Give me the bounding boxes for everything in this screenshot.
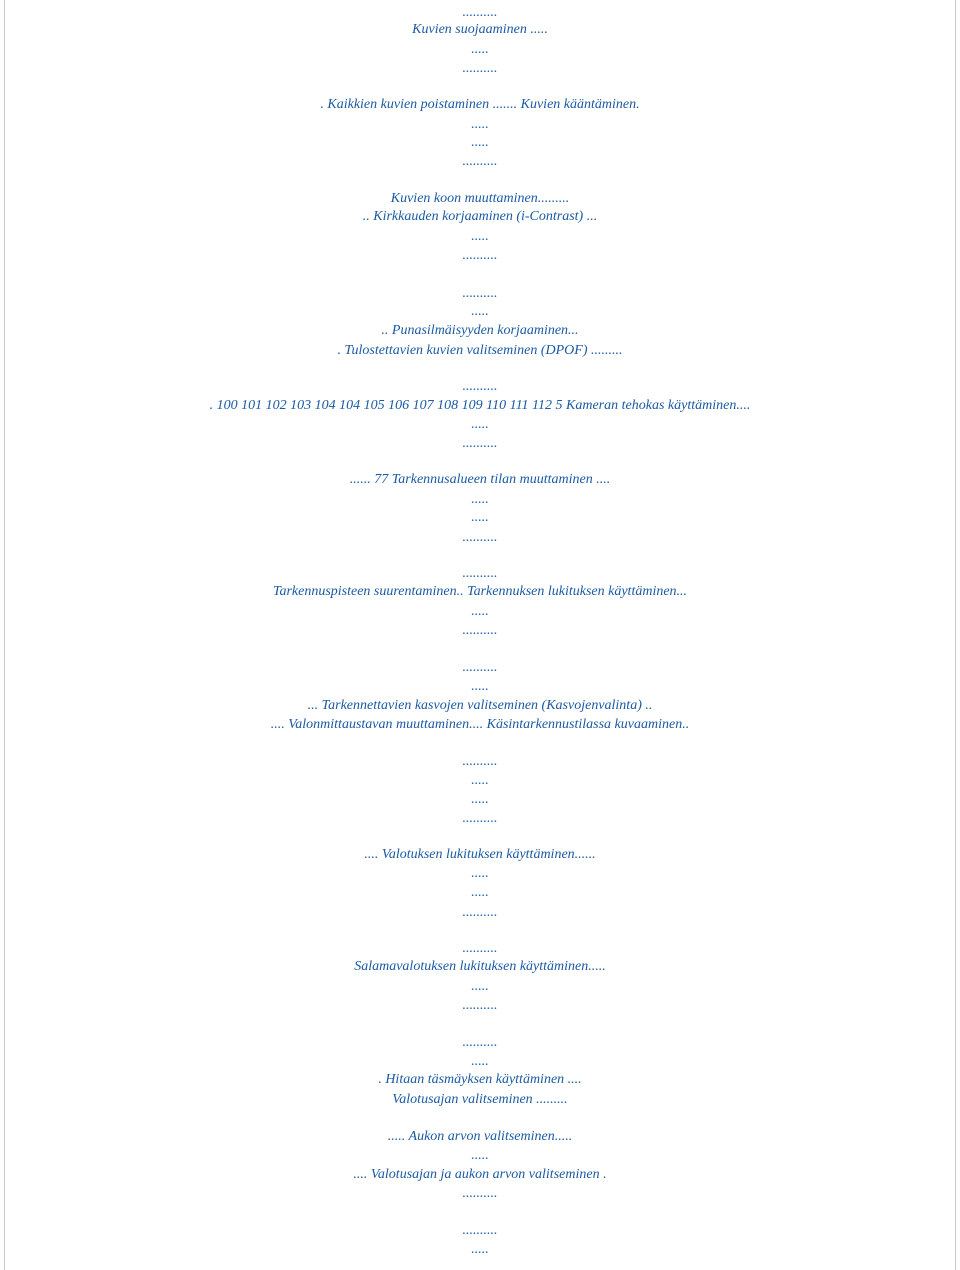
toc-line[interactable]: .......... bbox=[462, 754, 498, 769]
toc-line[interactable]: .... Valotusajan ja aukon arvon valitseminen . bbox=[353, 1167, 607, 1182]
toc-line[interactable]: Salamavalotuksen lukituksen käyttäminen..... bbox=[354, 959, 606, 974]
toc-line[interactable]: .......... bbox=[462, 1186, 498, 1201]
toc-line[interactable]: .......... bbox=[462, 248, 498, 263]
toc-line[interactable]: Tarkennuspisteen suurentaminen.. Tarkennuksen lukituksen käyttäminen... bbox=[272, 584, 688, 599]
toc-line[interactable]: .......... bbox=[462, 998, 498, 1013]
toc-line[interactable]: .......... bbox=[462, 941, 498, 956]
toc-line[interactable]: .......... bbox=[462, 566, 498, 581]
toc-line[interactable]: .......... bbox=[462, 379, 498, 394]
toc-line[interactable]: ..... bbox=[471, 417, 489, 432]
toc-line[interactable]: . 100 101 102 103 104 104 105 106 107 108 109 110 111 112 5 Kameran tehokas käyttäminen.... bbox=[209, 398, 751, 413]
toc-line[interactable]: ..... bbox=[471, 510, 489, 525]
toc-line[interactable]: ..... bbox=[471, 979, 489, 994]
toc-line[interactable]: .......... bbox=[462, 623, 498, 638]
toc-line[interactable]: . Hitaan täsmäyksen käyttäminen .... bbox=[378, 1072, 582, 1087]
toc-line[interactable]: .......... bbox=[462, 286, 498, 301]
toc-line[interactable]: . Kaikkien kuvien poistaminen ....... Kuvien kääntäminen. bbox=[320, 97, 640, 112]
toc-line[interactable]: .... Valonmittaustavan muuttaminen.... Käsintarkennustilassa kuvaaminen.. bbox=[270, 717, 690, 732]
toc-line[interactable]: ..... bbox=[471, 866, 489, 881]
toc-line[interactable]: ..... bbox=[471, 792, 489, 807]
toc-line[interactable]: ..... bbox=[471, 679, 489, 694]
toc-line[interactable]: ..... bbox=[471, 229, 489, 244]
toc-line[interactable]: .......... bbox=[462, 811, 498, 826]
toc-line[interactable]: .......... bbox=[462, 436, 498, 451]
toc-line[interactable]: .......... bbox=[462, 1035, 498, 1050]
toc-line[interactable]: ..... bbox=[471, 492, 489, 507]
toc-line[interactable]: ..... bbox=[471, 773, 489, 788]
toc-line[interactable]: ..... bbox=[471, 304, 489, 319]
toc-line[interactable]: ..... bbox=[471, 135, 489, 150]
toc-line[interactable]: ..... bbox=[471, 604, 489, 619]
toc-line[interactable]: ..... bbox=[471, 885, 489, 900]
toc-line[interactable]: .......... bbox=[462, 905, 498, 920]
toc-line[interactable]: .... Valotuksen lukituksen käyttäminen...... bbox=[364, 847, 596, 862]
toc-line[interactable]: .. Kirkkauden korjaaminen (i-Contrast) ... bbox=[362, 209, 598, 224]
toc-line[interactable]: .......... bbox=[462, 1223, 498, 1238]
toc-line[interactable]: ..... bbox=[471, 117, 489, 132]
toc-line[interactable]: .. Punasilmäisyyden korjaaminen... bbox=[381, 323, 579, 338]
toc-line[interactable]: ..... Aukon arvon valitseminen..... bbox=[387, 1129, 573, 1144]
toc-line[interactable]: ..... bbox=[471, 42, 489, 57]
toc-line[interactable]: .......... bbox=[462, 61, 498, 76]
toc-line[interactable]: ...... 77 Tarkennusalueen tilan muuttaminen .... bbox=[349, 472, 611, 487]
toc-line[interactable]: ..... bbox=[471, 1242, 489, 1257]
toc-line[interactable]: . Tulostettavien kuvien valitseminen (DPOF) ......... bbox=[337, 343, 623, 358]
toc-line[interactable]: Kuvien suojaaminen ..... bbox=[412, 22, 548, 37]
toc-line[interactable]: .......... bbox=[462, 530, 498, 545]
toc-line[interactable]: .......... bbox=[462, 5, 498, 20]
toc-line[interactable]: ... Tarkennettavien kasvojen valitseminen (Kasvojenvalinta) .. bbox=[307, 698, 653, 713]
toc-line[interactable]: Valotusajan valitseminen ......... bbox=[392, 1092, 568, 1107]
toc-line[interactable]: ..... bbox=[471, 1054, 489, 1069]
toc-line[interactable]: .......... bbox=[462, 154, 498, 169]
toc-line[interactable]: .......... bbox=[462, 660, 498, 675]
toc-line[interactable]: ..... bbox=[471, 1148, 489, 1163]
toc-line[interactable]: Kuvien koon muuttaminen......... bbox=[390, 191, 570, 206]
